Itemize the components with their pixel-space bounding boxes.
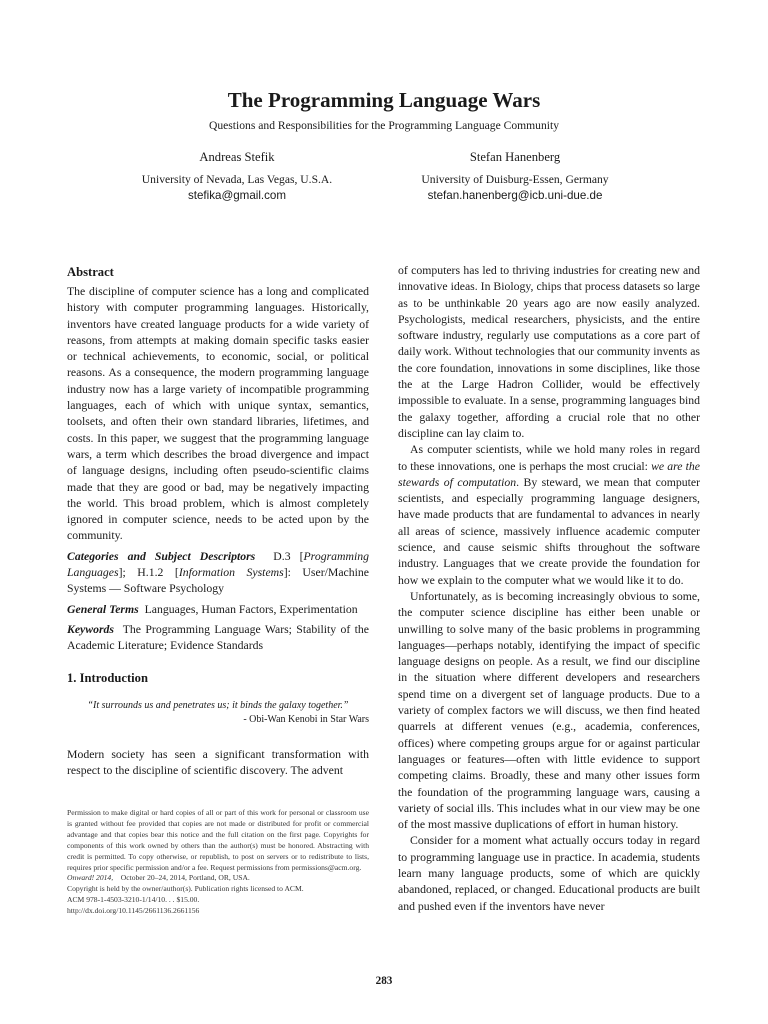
body-paragraph <box>398 442 700 589</box>
isbn-line: ACM 978-1-4503-3210-1/14/10. . . $15.00. <box>67 895 200 905</box>
author-email: stefika@gmail.com <box>187 189 287 202</box>
venue-details: October 20–24, 2014, Portland, OR, USA. <box>113 873 250 883</box>
author-affiliation: University of Nevada, Las Vegas, U.S.A. <box>141 173 333 186</box>
general-terms-text: Languages, Human Factors, Experimentation <box>144 602 358 616</box>
general-terms-label: General Terms <box>67 602 139 616</box>
categories-text: ]; H.1.2 [ <box>118 566 179 580</box>
introduction-paragraph: Modern society has seen a significant transformation with respect to the discipline of scientific discovery. The advent <box>67 747 369 777</box>
keywords-label: Keywords <box>67 622 114 636</box>
epigraph-attribution: - Obi-Wan Kenobi in Star Wars <box>243 713 369 725</box>
categories-label: Categories and Subject Descriptors <box>67 549 256 563</box>
categories-text: ]: User/Machine Systems — Software Psychology <box>67 566 369 596</box>
copyright-line: Copyright is held by the owner/author(s). Publication rights licensed to ACM. <box>67 884 304 894</box>
categories-text: Programming Languages <box>67 549 369 580</box>
introduction-heading: 1. Introduction <box>67 670 148 685</box>
left-column <box>67 263 369 779</box>
abstract-heading: Abstract <box>67 265 114 279</box>
body-paragraph: of computers has led to thriving industries for creating new and innovative ideas. In Biology, chips that process datasets so large as to be unthinkable 20 years ago are now easily analyzed. Psychologists, medical researchers, physicists, and the entire software industry, regularly use computations as a core part of daily work. Without technologies that our community invents as the core foundation, innovations in some disciplines, like those the at the Large Hadron Collider, would be effectively impossible to evaluate. In a sense, programming languages bind the galaxy together, affording a crucial role that no other discipline can lay claim to. <box>398 264 700 440</box>
doi-line: http://dx.doi.org/10.1145/2661136.2661156 <box>67 906 200 916</box>
author-affiliation: University of Duisburg-Essen, Germany <box>421 173 609 186</box>
body-text: . By steward, we mean that computer scientists, and especially programming language designers, have made products that are fundamental to advances in nearly all areas of science, massively influence academic computer science, and cause seismic shifts throughout the software industry. Languages that we create provide the foundation for how we explain to the computer what we would like it to do. <box>398 475 700 587</box>
abstract-text: The discipline of computer science has a long and complicated history with computer programming languages. Historically, inventors have created language products for a wide variety of reasons, from attempts at making domain specific tasks easier or technical achievements, to economic, social, or political reasons. As a consequence, the modern programming language industry now has a large variety of incompatible programming languages, each of which with unique syntax, semantics, toolsets, and often their own standard libraries, lifetimes, and costs. In this paper, we suggest that the programming language wars, a term which describes the broad divergence and impact of language designs, including often pseudo-scientific claims made that they are good or bad, may be negatively impacting the world. This broad problem, which is almost completely ignored in computer science, needs to be acted upon by the community. <box>67 285 369 543</box>
right-column <box>398 263 700 915</box>
general-terms-block <box>67 602 369 618</box>
epigraph-quote: “It surrounds us and penetrates us; it binds the galaxy together.” <box>87 699 349 711</box>
categories-block <box>67 549 369 598</box>
page-number: 283 <box>375 975 393 987</box>
author-name: Stefan Hanenberg <box>469 150 561 164</box>
body-paragraph: Consider for a moment what actually occurs today in regard to programming language use in practice. In academia, students learn many language products, some of which are quickly abandoned, replaced, or changed. Educational products are built and pushed even if the inventors have never <box>398 834 700 913</box>
categories-text: D.3 [ <box>273 549 304 563</box>
emphasis-text: we are the stewards of computation <box>398 459 701 489</box>
permission-notice: Permission to make digital or hard copies of all or part of this work for personal or classroom use is granted without fee provided that copies are not made or distributed for profit or commercial advantage and that copies bear this notice and the full citation on the first page. Copyrights for components of this work owned by others than the author(s) must be honored. Abstracting with credit is permitted. To copy otherwise, or republish, to post on servers or to redistribute to lists, requires prior specific permission and/or a fee. Request permissions from permissions@acm.org. <box>67 808 369 872</box>
paper-subtitle: Questions and Responsibilities for the Programming Language Community <box>208 119 560 132</box>
body-text: As computer scientists, while we hold many roles in regard to these innovations, one is perhaps the most crucial: <box>398 443 700 473</box>
keywords-text: The Programming Language Wars; Stability of the Academic Literature; Evidence Standards <box>67 622 370 653</box>
author-block <box>355 148 675 204</box>
author-block <box>77 148 397 204</box>
keywords-block <box>67 622 369 655</box>
categories-text: Information Systems <box>178 566 284 580</box>
venue-name: Onward! 2014, <box>67 873 114 883</box>
paper-title: The Programming Language Wars <box>227 88 541 112</box>
author-name: Andreas Stefik <box>199 150 275 164</box>
author-email: stefan.hanenberg@icb.uni-due.de <box>427 189 603 202</box>
venue-line <box>67 873 369 884</box>
body-paragraph: Unfortunately, as is becoming increasingly obvious to some, the computer science discipline has either been unable or unwilling to solve many of the basic problems in programming languages—perhaps notably, identifying the impact of specific language designs on people. As a result, we find our discipline in the situation where different developers and researchers spend time on a divergent set of language products. Due to a variety of complex factors we will discuss, we then find heated quarrels at different venues (e.g., academia, conferences, offices) where competing groups argue for or against particular languages or features—often with little evidence to support competing claims. Broadly, these and many other issues form the foundation of the programming language wars, causing a variety of social ills. This includes what in our view may be one of the most massive duplications of effort in human history. <box>398 589 700 832</box>
copyright-footnote <box>67 808 369 917</box>
